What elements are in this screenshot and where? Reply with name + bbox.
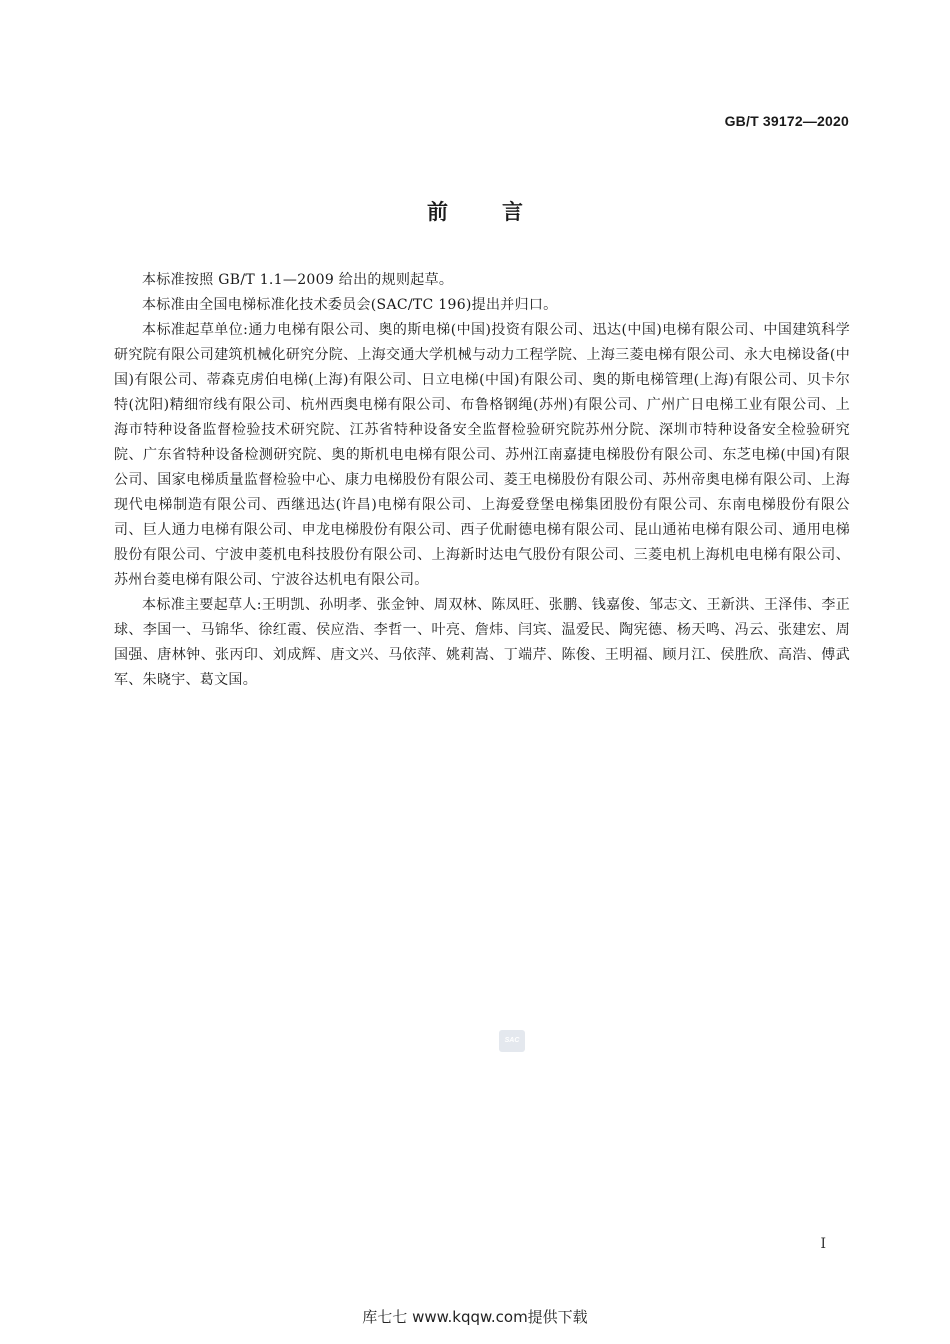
paragraph-proposer: 本标准由全国电梯标准化技术委员会(SAC/TC 196)提出并归口。 [142,297,558,313]
page-title: 前言 [427,200,577,224]
paragraph-drafters: 本标准主要起草人:王明凯、孙明孝、张金钟、周双林、陈凤旺、张鹏、钱嘉俊、邹志文、王新洪、王泽伟、李正球、李国一、马锦华、徐红霞、侯应浩、李哲一、叶亮、詹炜、闫宾、温爱民、陶宪德、杨天鸣、冯云、张建宏、周国强、唐林钟、张丙印、刘成辉、唐文兴、马依萍、姚莉嵩、丁端芹、陈俊、王明福、顾月江、侯胜欣、高浩、傅武军、朱晓宇、葛文国。 [114,597,850,688]
page-number: I [820,1236,826,1252]
document-body [114,268,850,693]
download-footer: 库七七 www.kqqw.com提供下载 [362,1308,588,1326]
paragraph-drafting-rules: 本标准按照 GB/T 1.1—2009 给出的规则起草。 [142,272,454,288]
standard-number: GB/T 39172—2020 [724,113,849,129]
paragraph-drafting-units: 本标准起草单位:通力电梯有限公司、奥的斯电梯(中国)投资有限公司、迅达(中国)电梯有限公司、中国建筑科学研究院有限公司建筑机械化研究分院、上海交通大学机械与动力工程学院、上海三菱电梯有限公司、永大电梯设备(中国)有限公司、蒂森克虏伯电梯(上海)有限公司、日立电梯(中国)有限公司、奥的斯电梯管理(上海)有限公司、贝卡尔特(沈阳)精细帘线有限公司、杭州西奥电梯有限公司、布鲁格钢绳(苏州)有限公司、广州广日电梯工业有限公司、上海市特种设备监督检验技术研究院、江苏省特种设备安全监督检验研究院苏州分院、深圳市特种设备安全检验研究院、广东省特种设备检测研究院、奥的斯机电电梯有限公司、苏州江南嘉捷电梯股份有限公司、东芝电梯(中国)有限公司、国家电梯质量监督检验中心、康力电梯股份有限公司、菱王电梯股份有限公司、苏州帝奥电梯有限公司、上海现代电梯制造有限公司、西继迅达(许昌)电梯有限公司、上海爱登堡电梯集团股份有限公司、东南电梯股份有限公司、巨人通力电梯有限公司、申龙电梯股份有限公司、西子优耐德电梯有限公司、昆山通祐电梯有限公司、通用电梯股份有限公司、宁波申菱机电科技股份有限公司、上海新时达电气股份有限公司、三菱电机上海机电电梯有限公司、苏州台菱电梯有限公司、宁波谷达机电有限公司。 [114,322,850,588]
sac-logo-watermark: SAC [499,1030,525,1052]
